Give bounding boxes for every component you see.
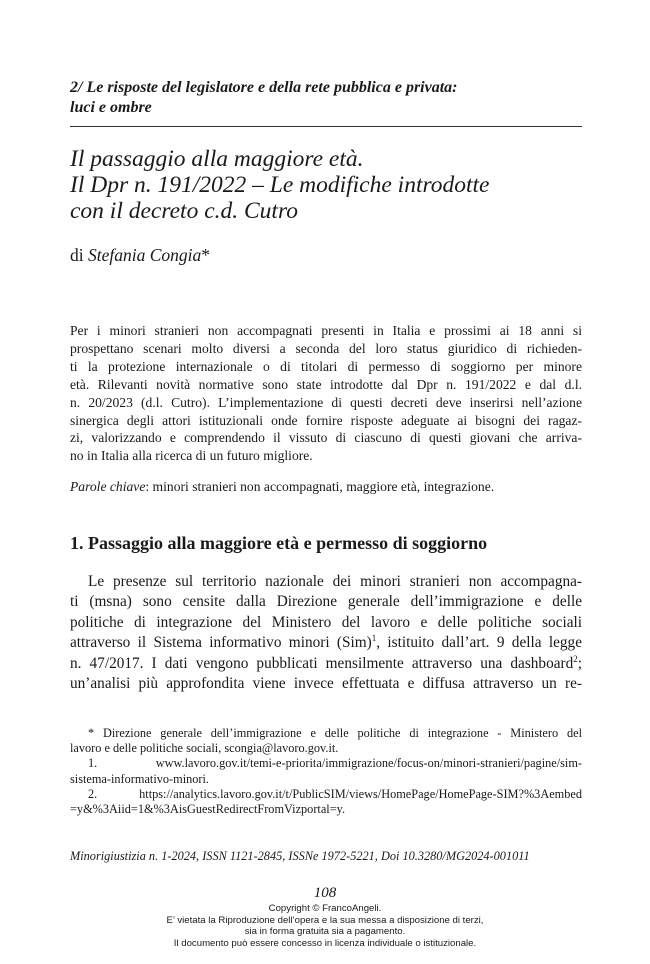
abstract-line: zi, valorizzando e comprendendo il vissuto di ciascuno di questi giovani che arriva- — [70, 430, 582, 446]
copyright-line: sia in forma gratuita sia a pagamento. — [244, 926, 406, 938]
title-line: con il decreto c.d. Cutro — [70, 198, 298, 224]
body-text-span: attraverso il Sistema informativo minori (Sim) — [70, 634, 372, 652]
body-text — [70, 572, 582, 694]
copyright-line: Il documento può essere concesso in licenza individuale o istituzionale. — [173, 938, 477, 950]
body-line — [70, 654, 582, 674]
body-line: ti (msna) sono censite dalla Direzione generale dell’immigrazione e delle — [70, 593, 582, 611]
title-line: Il passaggio alla maggiore età. — [70, 146, 364, 172]
abstract-line: ti la protezione internazionale o di titolari di permesso di soggiorno per minore — [70, 358, 582, 374]
keywords-text: : minori stranieri non accompagnati, maggiore età, integrazione. — [145, 479, 495, 494]
author-name: Stefania Congia — [88, 245, 202, 265]
abstract-line: Per i minori stranieri non accompagnati presenti in Italia e prossimi ai 18 anni si — [70, 323, 582, 338]
footnote-link-line[interactable]: =y&%3Aiid=1&%3AisGuestRedirectFromVizportal=y. — [70, 802, 346, 817]
section-header-line: luci e ombre — [70, 99, 152, 116]
article-title — [70, 146, 590, 224]
footnote-link-line[interactable]: 2. https://analytics.lavoro.gov.it/t/PublicSIM/views/HomePage/HomePage-SIM?%3Aembed — [88, 786, 582, 801]
section-divider — [70, 126, 582, 127]
footnote-ref-2[interactable]: 2 — [573, 653, 578, 664]
abstract — [70, 322, 582, 465]
author-footnote-mark: * — [201, 245, 211, 265]
footnote-line: * Direzione generale dell’immigrazione e delle politiche di integrazione - Ministero del — [88, 726, 582, 740]
body-line: un’analisi più approfondita viene invece effettuata e diffusa attraverso un re- — [70, 675, 582, 693]
footnote-link-line[interactable]: sistema-informativo-minori. — [70, 771, 209, 786]
abstract-line: no in Italia alla ricerca di un futuro migliore. — [70, 448, 313, 464]
body-line — [70, 633, 582, 653]
footnote-line: lavoro e delle politiche sociali, scongia@lavoro.gov.it. — [70, 741, 339, 756]
title-line: Il Dpr n. 191/2022 – Le modifiche introdotte — [70, 172, 490, 198]
keywords — [70, 479, 582, 495]
abstract-line: prospettano scenari molto diversi a seconda del loro status giuridico di richieden- — [70, 340, 582, 356]
footnote-ref-1[interactable]: 1 — [371, 633, 377, 644]
body-text-span: , istituito dall’art. 9 della legge — [376, 634, 582, 652]
body-text-span: ; — [577, 654, 582, 672]
section-heading: 1. Passaggio alla maggiore età e permesso di soggiorno — [70, 533, 488, 553]
footnotes — [70, 726, 582, 817]
journal-citation: Minorigiustizia n. 1-2024, ISSN 1121-2845, ISSNe 1972-5221, Doi 10.3280/MG2024-001011 — [70, 849, 530, 863]
body-text-span: n. 47/2017. I dati vengono pubblicati mensilmente attraverso una dashboard — [70, 654, 574, 672]
section-header-line: 2/ Le risposte del legislatore e della rete pubblica e privata: — [70, 79, 458, 96]
body-line: Le presenze sul territorio nazionale dei minori stranieri non accompagna- — [88, 573, 582, 590]
copyright-line: Copyright © FrancoAngeli. — [268, 903, 382, 914]
abstract-line: età. Rilevanti novità normative sono state introdotte dal Dpr n. 191/2022 e dal d.l. — [70, 376, 582, 392]
section-header — [70, 78, 590, 118]
copyright-notice — [0, 903, 650, 950]
abstract-line: n. 20/2023 (d.l. Cutro). L’implementazione di questi decreti deve inserirsi nell’azione — [70, 394, 582, 410]
body-line: politiche di integrazione del Ministero del lavoro e delle politiche sociali — [70, 613, 582, 631]
keywords-label: Parole chiave — [70, 479, 146, 494]
page-number: 108 — [313, 885, 337, 901]
byline — [70, 245, 210, 266]
byline-prefix: di — [70, 245, 84, 265]
footnote-link-line[interactable]: 1. www.lavoro.gov.it/temi-e-priorita/immigrazione/focus-on/minori-stranieri/pagine/sim- — [88, 756, 582, 771]
abstract-line: sinergica degli attori istituzionali onde fornire risposte adeguate ai bisogni dei ragaz- — [70, 412, 582, 428]
copyright-line: E’ vietata la Riproduzione dell’opera e la sua messa a disposizione di terzi, — [166, 914, 484, 926]
